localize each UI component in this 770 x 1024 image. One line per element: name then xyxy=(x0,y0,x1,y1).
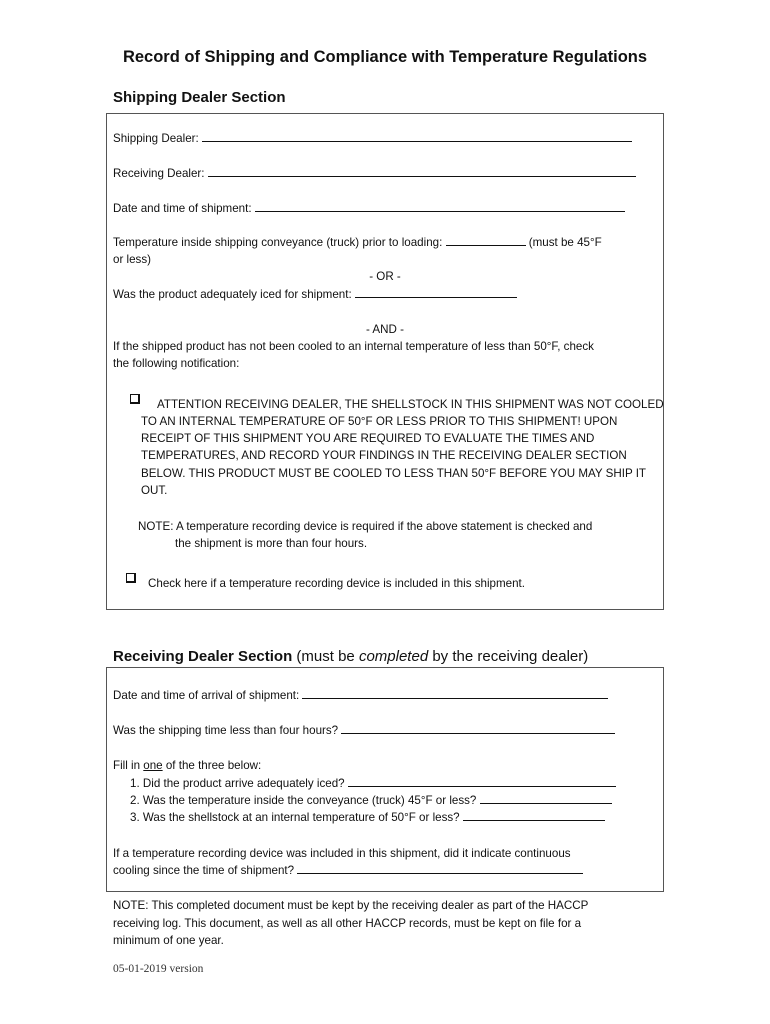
temperature-field[interactable] xyxy=(446,234,526,246)
temperature-requirement: (must be 45°F xyxy=(528,236,602,249)
arrival-row xyxy=(113,687,608,704)
recording-device-check-label: Check here if a temperature recording device is included in this shipment. xyxy=(148,577,525,590)
attention-line-4: TEMPERATURES, AND RECORD YOUR FINDINGS IN THE RECEIVING DEALER SECTION xyxy=(141,449,627,462)
attention-line-3: RECEIPT OF THIS SHIPMENT YOU ARE REQUIRED TO EVALUATE THE TIMES AND xyxy=(141,432,595,445)
or-separator: - OR - xyxy=(369,270,401,283)
shipping-dealer-label: Shipping Dealer: xyxy=(113,132,199,145)
shipping-section-heading: Shipping Dealer Section xyxy=(113,89,286,106)
shipment-date-field[interactable] xyxy=(255,200,625,212)
device-question-line-2: cooling since the time of shipment? xyxy=(113,864,295,877)
temperature-row xyxy=(113,234,602,251)
device-question-row xyxy=(113,862,583,879)
cooled-instruction-line-2: the following notification: xyxy=(113,357,240,370)
four-hours-row xyxy=(113,722,615,739)
receiving-heading-bold: Receiving Dealer Section xyxy=(113,648,293,665)
version-label: 05-01-2019 version xyxy=(113,963,204,975)
receiving-dealer-row xyxy=(113,165,636,182)
shipping-dealer-field[interactable] xyxy=(202,130,632,142)
receiving-section-heading xyxy=(113,648,588,665)
temperature-label: Temperature inside shipping conveyance (truck) prior to loading: xyxy=(113,236,443,249)
iced-field[interactable] xyxy=(355,286,517,298)
recording-device-note-line-1: NOTE: A temperature recording device is required if the above statement is checked and xyxy=(138,520,593,533)
question-1-field[interactable] xyxy=(348,775,616,787)
attention-line-2: TO AN INTERNAL TEMPERATURE OF 50°F OR LESS PRIOR TO THIS SHIPMENT! UPON xyxy=(141,415,618,428)
temperature-requirement-cont: or less) xyxy=(113,253,152,266)
arrival-label: Date and time of arrival of shipment: xyxy=(113,689,300,702)
cooled-instruction-line-1: If the shipped product has not been cooled to an internal temperature of less than 50°F, check xyxy=(113,340,594,353)
page-title: Record of Shipping and Compliance with Temperature Regulations xyxy=(122,48,648,66)
recording-device-note-line-2: the shipment is more than four hours. xyxy=(175,537,368,550)
fill-in-a: Fill in xyxy=(113,759,144,772)
attention-line-1: ATTENTION RECEIVING DEALER, THE SHELLSTOCK IN THIS SHIPMENT WAS NOT COOLED xyxy=(157,398,664,411)
iced-row xyxy=(113,286,517,303)
shipment-date-label: Date and time of shipment: xyxy=(113,202,252,215)
and-separator: - AND - xyxy=(365,323,404,336)
shipment-date-row xyxy=(113,200,625,217)
question-3-row xyxy=(130,809,605,826)
receiving-heading-italic: completed xyxy=(358,648,429,665)
question-2-label: 2. Was the temperature inside the conveyance (truck) 45°F or less? xyxy=(130,794,477,807)
receiving-heading-a: (must be xyxy=(296,648,359,665)
question-1-row xyxy=(130,775,616,792)
attention-line-5: BELOW. THIS PRODUCT MUST BE COOLED TO LESS THAN 50°F BEFORE YOU MAY SHIP IT xyxy=(141,467,647,480)
footer-note-line-3: minimum of one year. xyxy=(113,934,224,947)
footer-note-line-1: NOTE: This completed document must be kept by the receiving dealer as part of the HACCP xyxy=(113,899,589,912)
question-2-field[interactable] xyxy=(480,792,612,804)
iced-label: Was the product adequately iced for shipment: xyxy=(113,288,352,301)
receiving-dealer-field[interactable] xyxy=(208,165,636,177)
attention-line-6: OUT. xyxy=(141,484,168,497)
question-2-row xyxy=(130,792,612,809)
fill-in-instruction xyxy=(113,757,261,774)
arrival-field[interactable] xyxy=(302,687,608,699)
fill-in-c: of the three below: xyxy=(162,759,262,772)
receiving-heading-c: by the receiving dealer) xyxy=(428,648,589,665)
shipping-dealer-row xyxy=(113,130,632,147)
footer-note-line-2: receiving log. This document, as well as all other HACCP records, must be kept on file for a xyxy=(113,917,582,930)
question-3-label: 3. Was the shellstock at an internal temperature of 50°F or less? xyxy=(130,811,460,824)
recording-device-checkbox[interactable] xyxy=(126,573,136,583)
attention-checkbox[interactable] xyxy=(130,394,140,404)
four-hours-field[interactable] xyxy=(341,722,615,734)
device-question-line-1: If a temperature recording device was included in this shipment, did it indicate continuous xyxy=(113,847,571,860)
four-hours-label: Was the shipping time less than four hours? xyxy=(113,724,339,737)
question-3-field[interactable] xyxy=(463,809,605,821)
fill-in-one: one xyxy=(143,759,163,772)
question-1-label: 1. Did the product arrive adequately iced? xyxy=(130,777,345,790)
device-question-field[interactable] xyxy=(297,862,583,874)
receiving-dealer-label: Receiving Dealer: xyxy=(113,167,205,180)
